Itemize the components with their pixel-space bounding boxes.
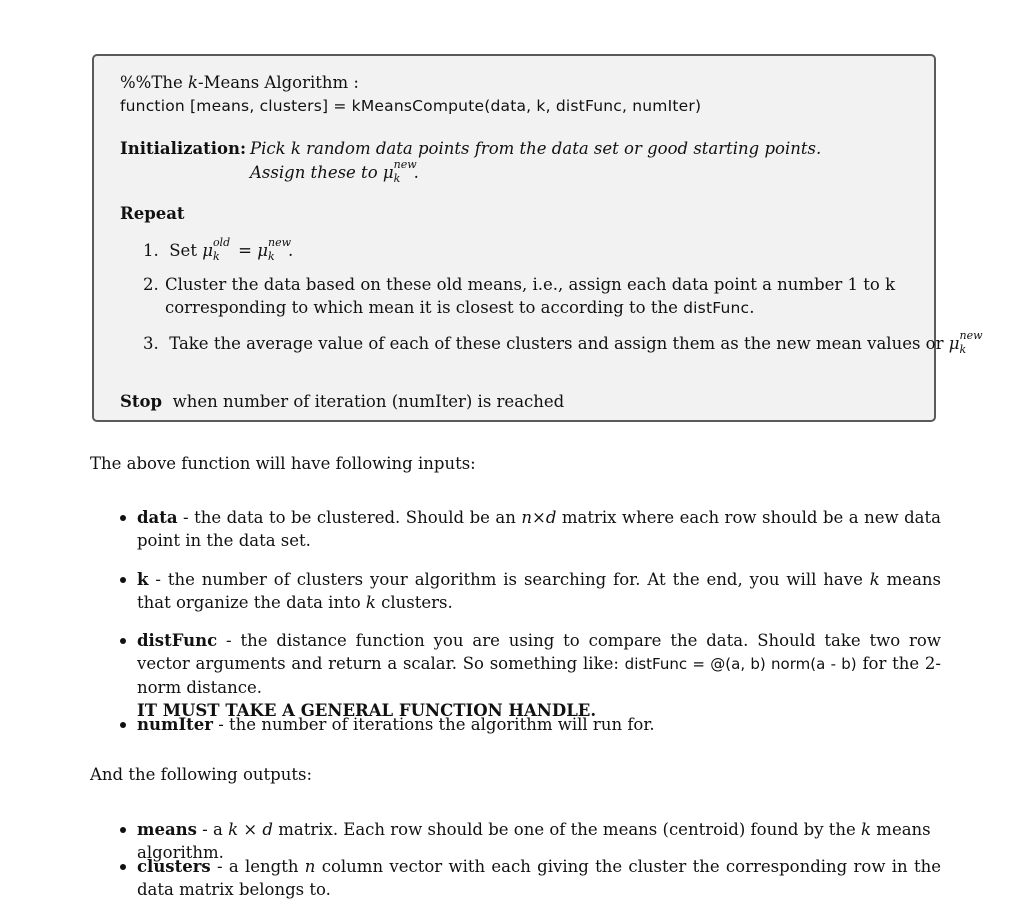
- algorithm-title: %%The k-Means Algorithm :: [120, 73, 359, 92]
- input-k-item: k - the number of clusters your algorithm is searching for. At the end, you will have k means that organize the data into k clusters.: [137, 570, 942, 612]
- initialization-label: Initialization:: [120, 139, 247, 158]
- output-clusters-item: clusters - a length n column vector with each giving the cluster the corresponding row in the data matrix belongs to.: [137, 857, 942, 899]
- bullet-icon: [120, 515, 126, 521]
- stop-line: Stop when number of iteration (numIter) is reached: [120, 392, 565, 411]
- bullet-icon: [120, 864, 126, 870]
- input-data-item: data - the data to be clustered. Should be an n×d matrix where each row should be a new data point in the data set.: [137, 508, 941, 550]
- function-signature: function [means, clusters] = kMeansCompute(data, k, distFunc, numIter): [120, 97, 702, 115]
- initialization-line-1: Pick k random data points from the data set or good starting points.: [250, 139, 822, 158]
- step-2-line-2: corresponding to which mean it is closest to according to the distFunc.: [165, 298, 755, 317]
- bullet-icon: [120, 827, 126, 833]
- input-distfunc-item: distFunc - the distance function you are using to compare the data. Should take two row vector arguments and return a scalar. So something like: distFunc = @(a, b) norm(a - b) for the 2-norm distance. IT MUST TAKE A GENERAL FUNCTION HANDLE.: [137, 631, 941, 720]
- step-1: 1. Set μ old k = μ new k .: [143, 236, 294, 263]
- inputs-intro: The above function will have following inputs:: [90, 454, 476, 473]
- bullet-icon: [120, 722, 126, 728]
- step-2-line-1: Cluster the data based on these old means, i.e., assign each data point a number 1 to k: [165, 275, 896, 294]
- output-means-item: means - a k × d matrix. Each row should be one of the means (centroid) found by the k means algorithm.: [137, 820, 931, 862]
- repeat-label: Repeat: [120, 204, 185, 223]
- step-3: 3. Take the average value of each of these clusters and assign them as the new mean values or μ new k: [143, 329, 983, 356]
- step-2-number: 2.: [143, 275, 159, 294]
- input-numiter-item: numIter - the number of iterations the algorithm will run for.: [137, 715, 655, 734]
- bullet-icon: [120, 577, 126, 583]
- outputs-intro: And the following outputs:: [90, 765, 313, 784]
- initialization-line-2: Assign these to μ new k .: [250, 158, 419, 185]
- bullet-icon: [120, 638, 126, 644]
